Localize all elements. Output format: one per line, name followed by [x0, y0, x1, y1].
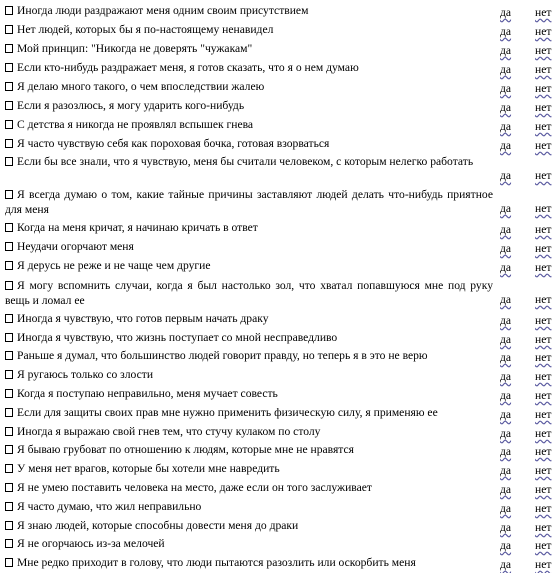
- question-label: Я знаю людей, которые способны довести меня до драки: [17, 519, 299, 532]
- checkbox-icon[interactable]: [5, 281, 13, 290]
- checkbox-icon[interactable]: [5, 539, 13, 548]
- question-text: [5, 118, 493, 133]
- answer-no[interactable]: нет: [535, 389, 552, 402]
- answer-yes[interactable]: да: [500, 333, 512, 346]
- checkbox-icon[interactable]: [5, 261, 13, 270]
- question-text: [5, 221, 493, 236]
- answer-yes[interactable]: да: [500, 169, 512, 182]
- answer-no[interactable]: нет: [535, 101, 552, 114]
- answer-no[interactable]: нет: [535, 445, 552, 458]
- answer-yes[interactable]: да: [500, 427, 512, 440]
- question-text: [5, 349, 493, 364]
- question-label: Если бы все знали, что я чувствую, меня бы считали человеком, с которым нелегко работать: [17, 155, 474, 168]
- checkbox-icon[interactable]: [5, 558, 13, 567]
- question-text: [5, 240, 493, 255]
- question-label: Я дерусь не реже и не чаще чем другие: [17, 259, 211, 272]
- answer-yes[interactable]: да: [500, 539, 512, 552]
- checkbox-icon[interactable]: [5, 483, 13, 492]
- answer-yes[interactable]: да: [500, 25, 512, 38]
- question-text: [5, 4, 493, 19]
- question-label: Я делаю много такого, о чем впоследствии жалею: [17, 80, 265, 93]
- answer-yes[interactable]: да: [500, 63, 512, 76]
- question-label: Иногда я чувствую, что жизнь поступает со мной несправедливо: [17, 331, 338, 344]
- checkbox-icon[interactable]: [5, 445, 13, 454]
- question-text: [5, 137, 493, 152]
- answer-no[interactable]: нет: [535, 6, 552, 19]
- question-label: Когда я поступаю неправильно, меня мучает совесть: [17, 387, 278, 400]
- answer-no[interactable]: нет: [535, 333, 552, 346]
- answer-no[interactable]: нет: [535, 82, 552, 95]
- answer-no[interactable]: нет: [535, 558, 552, 571]
- answer-no[interactable]: нет: [535, 139, 552, 152]
- question-text: [5, 519, 493, 534]
- checkbox-icon[interactable]: [5, 223, 13, 232]
- question-text: [5, 259, 493, 274]
- question-text: [5, 331, 493, 346]
- checkbox-icon[interactable]: [5, 25, 13, 34]
- question-label: Мой принцип: "Никогда не доверять "чужакам": [17, 42, 253, 55]
- question-text: [5, 368, 493, 383]
- question-text: [5, 279, 493, 308]
- question-text: [5, 556, 493, 571]
- question-text: [5, 481, 493, 496]
- answer-no[interactable]: нет: [535, 427, 552, 440]
- question-label: Если кто-нибудь раздражает меня, я готов сказать, что я о нем думаю: [17, 61, 359, 74]
- question-label: Иногда я выражаю свой гнев тем, что стучу кулаком по столу: [17, 425, 321, 438]
- question-label: Я бываю грубоват по отношению к людям, которые мне не нравятся: [17, 443, 354, 456]
- question-text: [5, 387, 493, 402]
- checkbox-icon[interactable]: [5, 82, 13, 91]
- question-text: [5, 61, 493, 76]
- question-label: Я не умею поставить человека на место, даже если он того заслуживает: [17, 481, 372, 494]
- checkbox-icon[interactable]: [5, 389, 13, 398]
- question-text: [5, 188, 493, 217]
- checkbox-icon[interactable]: [5, 427, 13, 436]
- answer-no[interactable]: нет: [535, 261, 552, 274]
- question-label: У меня нет врагов, которые бы хотели мне навредить: [17, 462, 280, 475]
- answer-yes[interactable]: да: [500, 120, 512, 133]
- answer-no[interactable]: нет: [535, 483, 552, 496]
- answer-yes[interactable]: да: [500, 139, 512, 152]
- question-label: Раньше я думал, что большинство людей говорит правду, но теперь я в это не верю: [17, 349, 428, 362]
- checkbox-icon[interactable]: [5, 101, 13, 110]
- question-label: Я часто чувствую себя как пороховая бочка, готовая взорваться: [17, 137, 330, 150]
- checkbox-icon[interactable]: [5, 157, 13, 166]
- answer-yes[interactable]: да: [500, 223, 512, 236]
- checkbox-icon[interactable]: [5, 44, 13, 53]
- question-text: [5, 500, 493, 515]
- answer-yes[interactable]: да: [500, 101, 512, 114]
- checkbox-icon[interactable]: [5, 63, 13, 72]
- answer-yes[interactable]: да: [500, 502, 512, 515]
- checkbox-icon[interactable]: [5, 351, 13, 360]
- question-label: Если я разозлюсь, я могу ударить кого-нибудь: [17, 99, 245, 112]
- answer-yes[interactable]: да: [500, 82, 512, 95]
- question-label: Я могу вспомнить случаи, когда я был настолько зол, что хватал попавшуюся мне под руку вещь и ломал ее: [5, 279, 493, 307]
- question-text: [5, 425, 493, 440]
- checkbox-icon[interactable]: [5, 521, 13, 530]
- answer-yes[interactable]: да: [500, 314, 512, 327]
- answer-no[interactable]: нет: [535, 502, 552, 515]
- checkbox-icon[interactable]: [5, 6, 13, 15]
- question-label: Нет людей, которых бы я по-настоящему ненавидел: [17, 23, 274, 36]
- checkbox-icon[interactable]: [5, 408, 13, 417]
- answer-yes[interactable]: да: [500, 351, 512, 364]
- answer-yes[interactable]: да: [500, 521, 512, 534]
- answer-no[interactable]: нет: [535, 314, 552, 327]
- answer-yes[interactable]: да: [500, 408, 512, 421]
- question-label: Неудачи огорчают меня: [17, 240, 134, 253]
- answer-no[interactable]: нет: [535, 521, 552, 534]
- answer-yes[interactable]: да: [500, 445, 512, 458]
- checkbox-icon[interactable]: [5, 139, 13, 148]
- answer-no[interactable]: нет: [535, 351, 552, 364]
- answer-no[interactable]: нет: [535, 539, 552, 552]
- question-text: [5, 462, 493, 477]
- checkbox-icon[interactable]: [5, 242, 13, 251]
- question-text: [5, 42, 493, 57]
- question-text: [5, 443, 493, 458]
- question-label: Я не огорчаюсь из-за мелочей: [17, 537, 165, 550]
- question-text: [5, 537, 493, 552]
- answer-no[interactable]: нет: [535, 223, 552, 236]
- checkbox-icon[interactable]: [5, 502, 13, 511]
- answer-yes[interactable]: да: [500, 370, 512, 383]
- question-text: [5, 80, 493, 95]
- checkbox-icon[interactable]: [5, 190, 13, 199]
- answer-no[interactable]: нет: [535, 464, 552, 477]
- question-label: Если для защиты своих прав мне нужно применить физическую силу, я применяю ее: [17, 406, 438, 419]
- checkbox-icon[interactable]: [5, 314, 13, 323]
- answer-no[interactable]: нет: [535, 370, 552, 383]
- answer-yes[interactable]: да: [500, 202, 512, 215]
- checkbox-icon[interactable]: [5, 333, 13, 342]
- answer-yes[interactable]: да: [500, 558, 512, 571]
- question-label: Мне редко приходит в голову, что люди пытаются разозлить или оскорбить меня: [17, 556, 416, 569]
- answer-no[interactable]: нет: [535, 25, 552, 38]
- question-text: [5, 23, 493, 38]
- answer-no[interactable]: нет: [535, 120, 552, 133]
- answer-no[interactable]: нет: [535, 408, 552, 421]
- question-text: [5, 312, 493, 327]
- question-text: [5, 155, 493, 170]
- question-label: Я всегда думаю о том, какие тайные причины заставляют людей делать что-нибудь приятное для меня: [5, 188, 493, 216]
- answer-no[interactable]: нет: [535, 44, 552, 57]
- checkbox-icon[interactable]: [5, 370, 13, 379]
- answer-yes[interactable]: да: [500, 261, 512, 274]
- question-text: [5, 99, 493, 114]
- answer-no[interactable]: нет: [535, 293, 552, 306]
- answer-yes[interactable]: да: [500, 293, 512, 306]
- question-label: Когда на меня кричат, я начинаю кричать в ответ: [17, 221, 258, 234]
- answer-yes[interactable]: да: [500, 464, 512, 477]
- checkbox-icon[interactable]: [5, 464, 13, 473]
- answer-yes[interactable]: да: [500, 44, 512, 57]
- question-label: Я часто думаю, что жил неправильно: [17, 500, 202, 513]
- answer-no[interactable]: нет: [535, 202, 552, 215]
- answer-no[interactable]: нет: [535, 63, 552, 76]
- question-label: Иногда я чувствую, что готов первым начать драку: [17, 312, 269, 325]
- answer-yes[interactable]: да: [500, 483, 512, 496]
- checkbox-icon[interactable]: [5, 120, 13, 129]
- question-label: Иногда люди раздражают меня одним своим присутствием: [17, 4, 309, 17]
- answer-no[interactable]: нет: [535, 242, 552, 255]
- answer-yes[interactable]: да: [500, 389, 512, 402]
- answer-yes[interactable]: да: [500, 242, 512, 255]
- answer-yes[interactable]: да: [500, 6, 512, 19]
- question-text: [5, 406, 493, 421]
- answer-no[interactable]: нет: [535, 169, 552, 182]
- question-label: Я ругаюсь только со злости: [17, 368, 154, 381]
- question-label: С детства я никогда не проявлял вспышек гнева: [17, 118, 254, 131]
